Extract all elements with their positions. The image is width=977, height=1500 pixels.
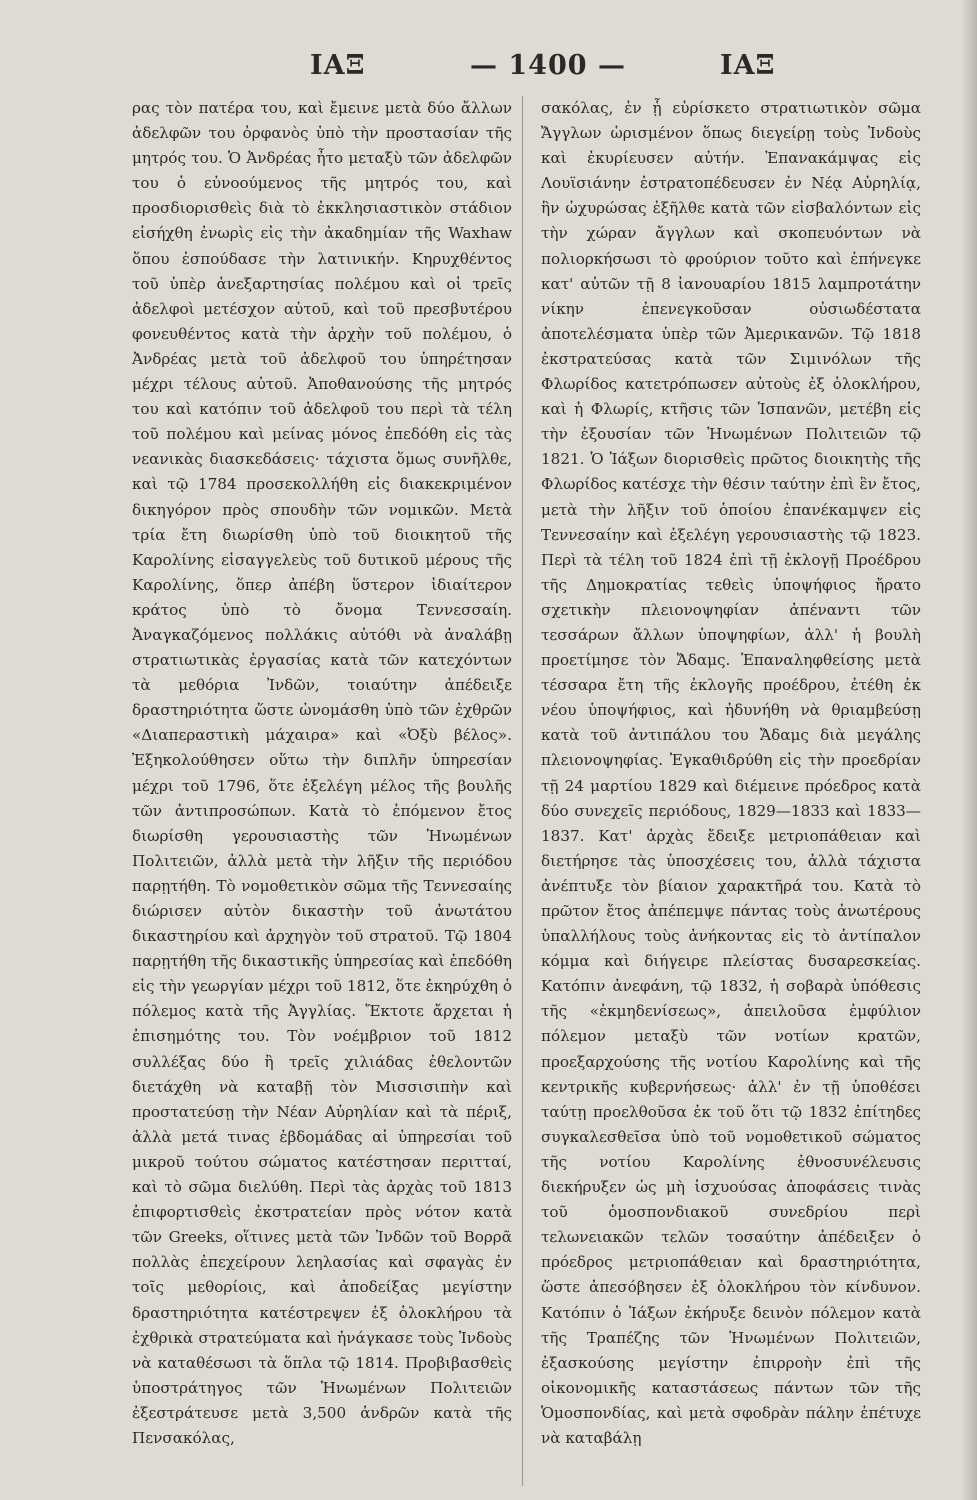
left-column — [132, 96, 512, 1451]
header-left-keyword: ΙΑΞ — [310, 50, 366, 81]
page-binding-edge — [961, 0, 977, 1500]
running-header — [100, 50, 900, 90]
page-number: — 1400 — — [470, 50, 626, 81]
column-divider — [522, 96, 523, 1486]
left-column-text: ρας τὸν πατέρα του, καὶ ἔμεινε μετὰ δύο ἄλλων ἀδελφῶν του ὀρφανὸς ὑπὸ τὴν προστασίαν τῆς μητρός του. Ὁ Ἀνδρέας ἦτο μεταξὺ τῶν ἀδελφῶν του ὁ εὐνοούμενος τῆς μητρός του, καὶ προσδιορισθεὶς διὰ τὸ ἐκκλησιαστικὸν στάδιον εἰσήχθη ἐνωρὶς εἰς τὴν ἀκαδημίαν τῆς Waxhaw ὅπου ἐσπούδασε τὴν λατινικήν. Κηρυχθέντος τοῦ ὑπὲρ ἀνεξαρτησίας πολέμου καὶ οἱ τρεῖς ἀδελφοὶ μετέσχον αὐτοῦ, καὶ τοῦ πρεσβυτέρου φονευθέντος κατὰ τὴν ἀρχὴν τοῦ πολέμου, ὁ Ἀνδρέας μετὰ τοῦ ἀδελφοῦ του ὑπηρέτησαν μέχρι τέλους αὐτοῦ. Ἀποθανούσης τῆς μητρός του καὶ κατόπιν τοῦ ἀδελφοῦ του περὶ τὰ τέλη τοῦ πολέμου καὶ μείνας μόνος ἐπεδόθη εἰς τὰς νεανικὰς διασκεδάσεις· τάχιστα ὅμως συνῆλθε, καὶ τῷ 1784 προσεκολλήθη εἰς διακεκριμένον δικηγόρον πρὸς σπουδὴν τῶν νομικῶν. Μετὰ τρία ἔτη διωρίσθη ὑπὸ τοῦ διοικητοῦ τῆς Καρολίνης εἰσαγγελεὺς τοῦ δυτικοῦ μέρους τῆς Καρολίνης, ὅπερ ἀπέβη ὕστερον ἰδιαίτερον κράτος ὑπὸ τὸ ὄνομα Τεννεσσαίη. Ἀναγκαζόμενος πολλάκις αὐτόθι νὰ ἀναλάβῃ στρατιωτικὰς ἐργασίας κατὰ τῶν κατεχόντων τὰ μεθόρια Ἰνδῶν, τοιαύτην ἀπέδειξε δραστηριότητα ὥστε ὠνομάσθη ὑπὸ τῶν ἐχθρῶν «Διαπεραστικὴ μάχαιρα» καὶ «Ὀξὺ βέλος». Ἐξηκολούθησεν οὕτω τὴν διπλῆν ὑπηρεσίαν μέχρι τοῦ 1796, ὅτε ἐξελέγη μέλος τῆς βουλῆς τῶν ἀντιπροσώπων. Κατὰ τὸ ἑπόμενον ἔτος διωρίσθη γερουσιαστὴς τῶν Ἡνωμένων Πολιτειῶν, ἀλλὰ μετὰ τὴν λῆξιν τῆς περιόδου παρῃτήθη. Τὸ νομοθετικὸν σῶμα τῆς Τεννεσαίης διώρισεν αὐτὸν δικαστὴν τοῦ ἀνωτάτου δικαστηρίου καὶ ἀρχηγὸν τοῦ στρατοῦ. Τῷ 1804 παρῃτήθη τῆς δικαστικῆς ὑπηρεσίας καὶ ἐπεδόθη εἰς τὴν γεωργίαν μέχρι τοῦ 1812, ὅτε ἐκηρύχθη ὁ πόλεμος κατὰ τῆς Ἀγγλίας. Ἔκτοτε ἄρχεται ἡ ἐπισημότης του. Τὸν νοέμβριον τοῦ 1812 συλλέξας δύο ἢ τρεῖς χιλιάδας ἐθελοντῶν διετάχθη νὰ καταβῇ τὸν Μισσισιπὴν καὶ προστατεύσῃ τὴν Νέαν Αὐρηλίαν καὶ τὰ πέριξ, ἀλλὰ μετά τινας ἑβδομάδας αἱ ὑπηρεσίαι τοῦ μικροῦ τούτου σώματος κατέστησαν περιτταί, καὶ τὸ σῶμα διελύθη. Περὶ τὰς ἀρχὰς τοῦ 1813 ἐπιφορτισθεὶς ἐκστρατείαν πρὸς νότον κατὰ τῶν Greeks, οἵτινες μετὰ τῶν Ἰνδῶν τοῦ Βορρᾶ πολλὰς ἐπεχείρουν λεηλασίας καὶ σφαγὰς ἐν τοῖς μεθορίοις, καὶ ἀποδείξας μεγίστην δραστηριότητα κατέστρεψεν ἐξ ὁλοκλήρου τὰ ἐχθρικὰ στρατεύματα καὶ ἠνάγκασε τοὺς Ἰνδοὺς νὰ καταθέσωσι τὰ ὅπλα τῷ 1814. Προβιβασθεὶς ὑποστράτηγος τῶν Ἡνωμένων Πολιτειῶν ἐξεστράτευσε μετὰ 3,500 ἀνδρῶν κατὰ τῆς Πενσακόλας, — [132, 99, 512, 1447]
header-right-keyword: ΙΑΞ — [720, 50, 776, 81]
right-column — [541, 96, 921, 1451]
right-column-text: σακόλας, ἐν ᾗ εὑρίσκετο στρατιωτικὸν σῶμα Ἄγγλων ὡρισμένον ὅπως διεγείρῃ τοὺς Ἰνδοὺς καὶ ἐκυρίευσεν αὐτήν. Ἐπανακάμψας εἰς Λουϊσιάνην ἐστρατοπέδευσεν ἐν Νέᾳ Αὐρηλίᾳ, ἣν ὠχυρώσας ἐξῆλθε κατὰ τῶν εἰσβαλόντων εἰς τὴν χώραν ἄγγλων καὶ σκοπευόντων νὰ πολιορκήσωσι τὸ φρούριον τοῦτο καὶ ἐπήνεγκε κατ' αὐτῶν τῇ 8 ἰανουαρίου 1815 λαμπροτάτην νίκην ἐπενεγκοῦσαν οὐσιωδέστατα ἀποτελέσματα ὑπὲρ τῶν Ἀμερικανῶν. Τῷ 1818 ἐκστρατεύσας κατὰ τῶν Σιμινόλων τῆς Φλωρίδος κατετρόπωσεν αὐτοὺς ἐξ ὁλοκλήρου, καὶ ἡ Φλωρίς, κτῆσις τῶν Ἱσπανῶν, μετέβη εἰς τὴν ἐξουσίαν τῶν Ἡνωμένων Πολιτειῶν τῷ 1821. Ὁ Ἰάξων διορισθεὶς πρῶτος διοικητὴς τῆς Φλωρίδος κατέσχε τὴν θέσιν ταύτην ἐπὶ ἓν ἔτος, μετὰ τὴν λῆξιν τοῦ ὁποίου ἐπανέκαμψεν εἰς Τεννεσαίην καὶ ἐξελέγη γερουσιαστὴς τῷ 1823. Περὶ τὰ τέλη τοῦ 1824 ἐπὶ τῇ ἐκλογῇ Προέδρου τῆς Δημοκρατίας τεθεὶς ὑποψήφιος ἤρατο σχετικὴν πλειονοψηφίαν ἀπέναντι τῶν τεσσάρων ἄλλων ὑποψηφίων, ἀλλ' ἡ βουλὴ προετίμησε τὸν Ἄδαμς. Ἐπαναληφθείσης μετὰ τέσσαρα ἔτη τῆς ἐκλογῆς προέδρου, ἐτέθη ἐκ νέου ὑποψήφιος, καὶ ἠδυνήθη νὰ θριαμβεύσῃ κατὰ τοῦ ἀντιπάλου του Ἄδαμς διὰ μεγάλης πλειονοψηφίας. Ἐγκαθιδρύθη εἰς τὴν προεδρίαν τῇ 24 μαρτίου 1829 καὶ διέμεινε πρόεδρος κατὰ δύο συνεχεῖς περιόδους, 1829—1833 καὶ 1833—1837. Κατ' ἀρχὰς ἔδειξε μετριοπάθειαν καὶ διετήρησε τὰς ὑποσχέσεις του, ἀλλὰ τάχιστα ἀνέπτυξε τὸν βίαιον χαρακτῆρά του. Κατὰ τὸ πρῶτον ἔτος ἀπέπεμψε πάντας τοὺς ἀνωτέρους ὑπαλλήλους τοὺς ἀνήκοντας εἰς τὸ ἀντίπαλον κόμμα καὶ διήγειρε πλείστας δυσαρεσκείας. Κατόπιν ἀνεφάνη, τῷ 1832, ἡ σοβαρὰ ὑπόθεσις τῆς «ἐκμηδενίσεως», ἀπειλοῦσα ἐμφύλιον πόλεμον μεταξὺ τῶν νοτίων κρατῶν, προεξαρχούσης τῆς νοτίου Καρολίνης καὶ τῆς κεντρικῆς κυβερνήσεως· ἀλλ' ἐν τῇ ὑποθέσει ταύτῃ προελθοῦσα ἐκ τοῦ ὅτι τῷ 1832 ἐπίτηδες συγκαλεσθεῖσα ὑπὸ τοῦ νομοθετικοῦ σώματος τῆς νοτίου Καρολίνης ἐθνοσυνέλευσις διεκήρυξεν ὡς μὴ ἰσχυούσας ἀποφάσεις τινὰς τοῦ ὁμοσπονδιακοῦ συνεδρίου περὶ τελωνειακῶν τελῶν τοσαύτην ἀπέδειξεν ὁ πρόεδρος μετριοπάθειαν καὶ δραστηριότητα, ὥστε ἀπεσόβησεν ἐξ ὁλοκλήρου τὸν κίνδυνον. Κατόπιν ὁ Ἰάξων ἐκήρυξε δεινὸν πόλεμον κατὰ τῆς Τραπέζης τῶν Ἡνωμένων Πολιτειῶν, ἐξασκούσης μεγίστην ἐπιρροὴν ἐπὶ τῆς οἰκονομικῆς καταστάσεως πάντων τῶν τῆς Ὁμοσπονδίας, καὶ μετὰ σφοδρὰν πάλην ἐπέτυχε νὰ καταβάλῃ — [541, 99, 921, 1447]
